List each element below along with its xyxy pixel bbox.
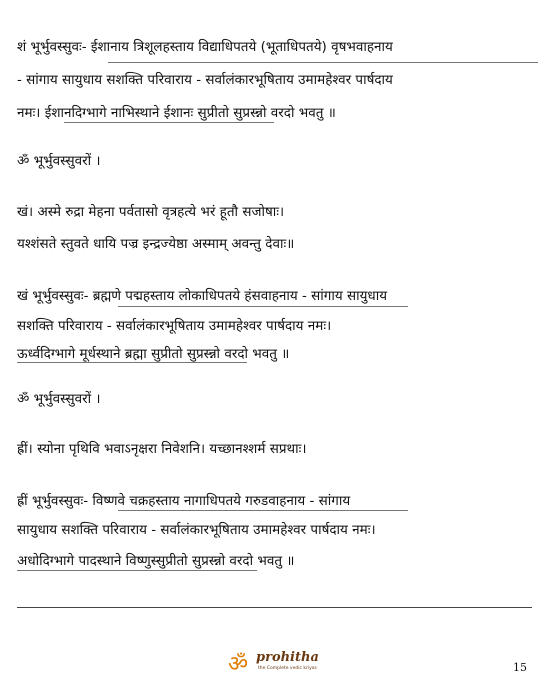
text-line: ऊर्ध्वदिग्भागे मूर्धस्थाने ब्रह्मा सुप्रीतो सुप्रस्न्नो वरदो भवतु ॥ xyxy=(17,346,290,362)
underline-rule xyxy=(118,306,408,307)
footer-divider xyxy=(17,607,532,608)
underline-rule xyxy=(108,62,538,63)
om-icon: ॐ xyxy=(228,652,249,677)
text-line: नमः। ईशानदिग्भागे नाभिस्थाने ईशानः सुप्रीतो सुप्रस्न्नो वरदो भवतु ॥ xyxy=(17,105,336,121)
pranava-line: ॐ भूर्भुवस्सुवरों । xyxy=(17,153,101,169)
prohitha-logo xyxy=(228,648,328,676)
text-line: ह्रीं भूर्भुवस्सुवः- विष्णवे चक्रहस्ताय नागाधिपतये गरुडवाहनाय - सांगाय xyxy=(17,493,351,509)
logo-tagline: the Complete vedic kriyas xyxy=(258,666,317,671)
text-line: सशक्ति परिवाराय - सर्वालंकारभूषिताय उमामहेश्वर पार्षदाय नमः। xyxy=(17,318,332,334)
mantra-line: यश्शंसते स्तुवते धायि पज्र इन्द्रज्येष्ठा अस्माम् अवन्तु देवाः॥ xyxy=(17,236,295,252)
underline-rule xyxy=(17,362,247,363)
logo-wordmark: prohitha xyxy=(256,650,319,665)
text-line: शं भूर्भुवस्सुवः- ईशानाय त्रिशूलहस्ताय विद्याधिपतये (भूताधिपतये) वृषभवाहनाय xyxy=(17,39,393,55)
underline-rule xyxy=(17,570,257,571)
pranava-line: ॐ भूर्भुवस्सुवरों । xyxy=(17,391,101,407)
page-number: 15 xyxy=(513,661,527,674)
underline-rule xyxy=(64,122,274,123)
mantra-line: खं। अस्मे रुद्रा मेहना पर्वतासो वृत्रहत्ये भरं हूतौ सजोषाः। xyxy=(17,204,285,220)
text-line: अधोदिग्भागे पादस्थाने विष्णुस्सुप्रीतो सुप्रस्न्नो वरदो भवतु ॥ xyxy=(17,553,295,569)
text-line: - सांगाय सायुधाय सशक्ति परिवाराय - सर्वालंकारभूषिताय उमामहेश्वर पार्षदाय xyxy=(17,72,393,88)
text-line: सायुधाय सशक्ति परिवाराय - सर्वालंकारभूषिताय उमामहेश्वर पार्षदाय नमः। xyxy=(17,522,376,538)
text-line: खं भूर्भुवस्सुवः- ब्रह्मणे पद्महस्ताय लोकाधिपतये हंसवाहनाय - सांगाय सायुधाय xyxy=(17,288,388,304)
underline-rule xyxy=(118,510,408,511)
mantra-line: ह्रीं। स्योना पृथिवि भवाऽनृक्षरा निवेशनि। यच्छानश्शर्म सप्रथाः। xyxy=(17,441,307,457)
